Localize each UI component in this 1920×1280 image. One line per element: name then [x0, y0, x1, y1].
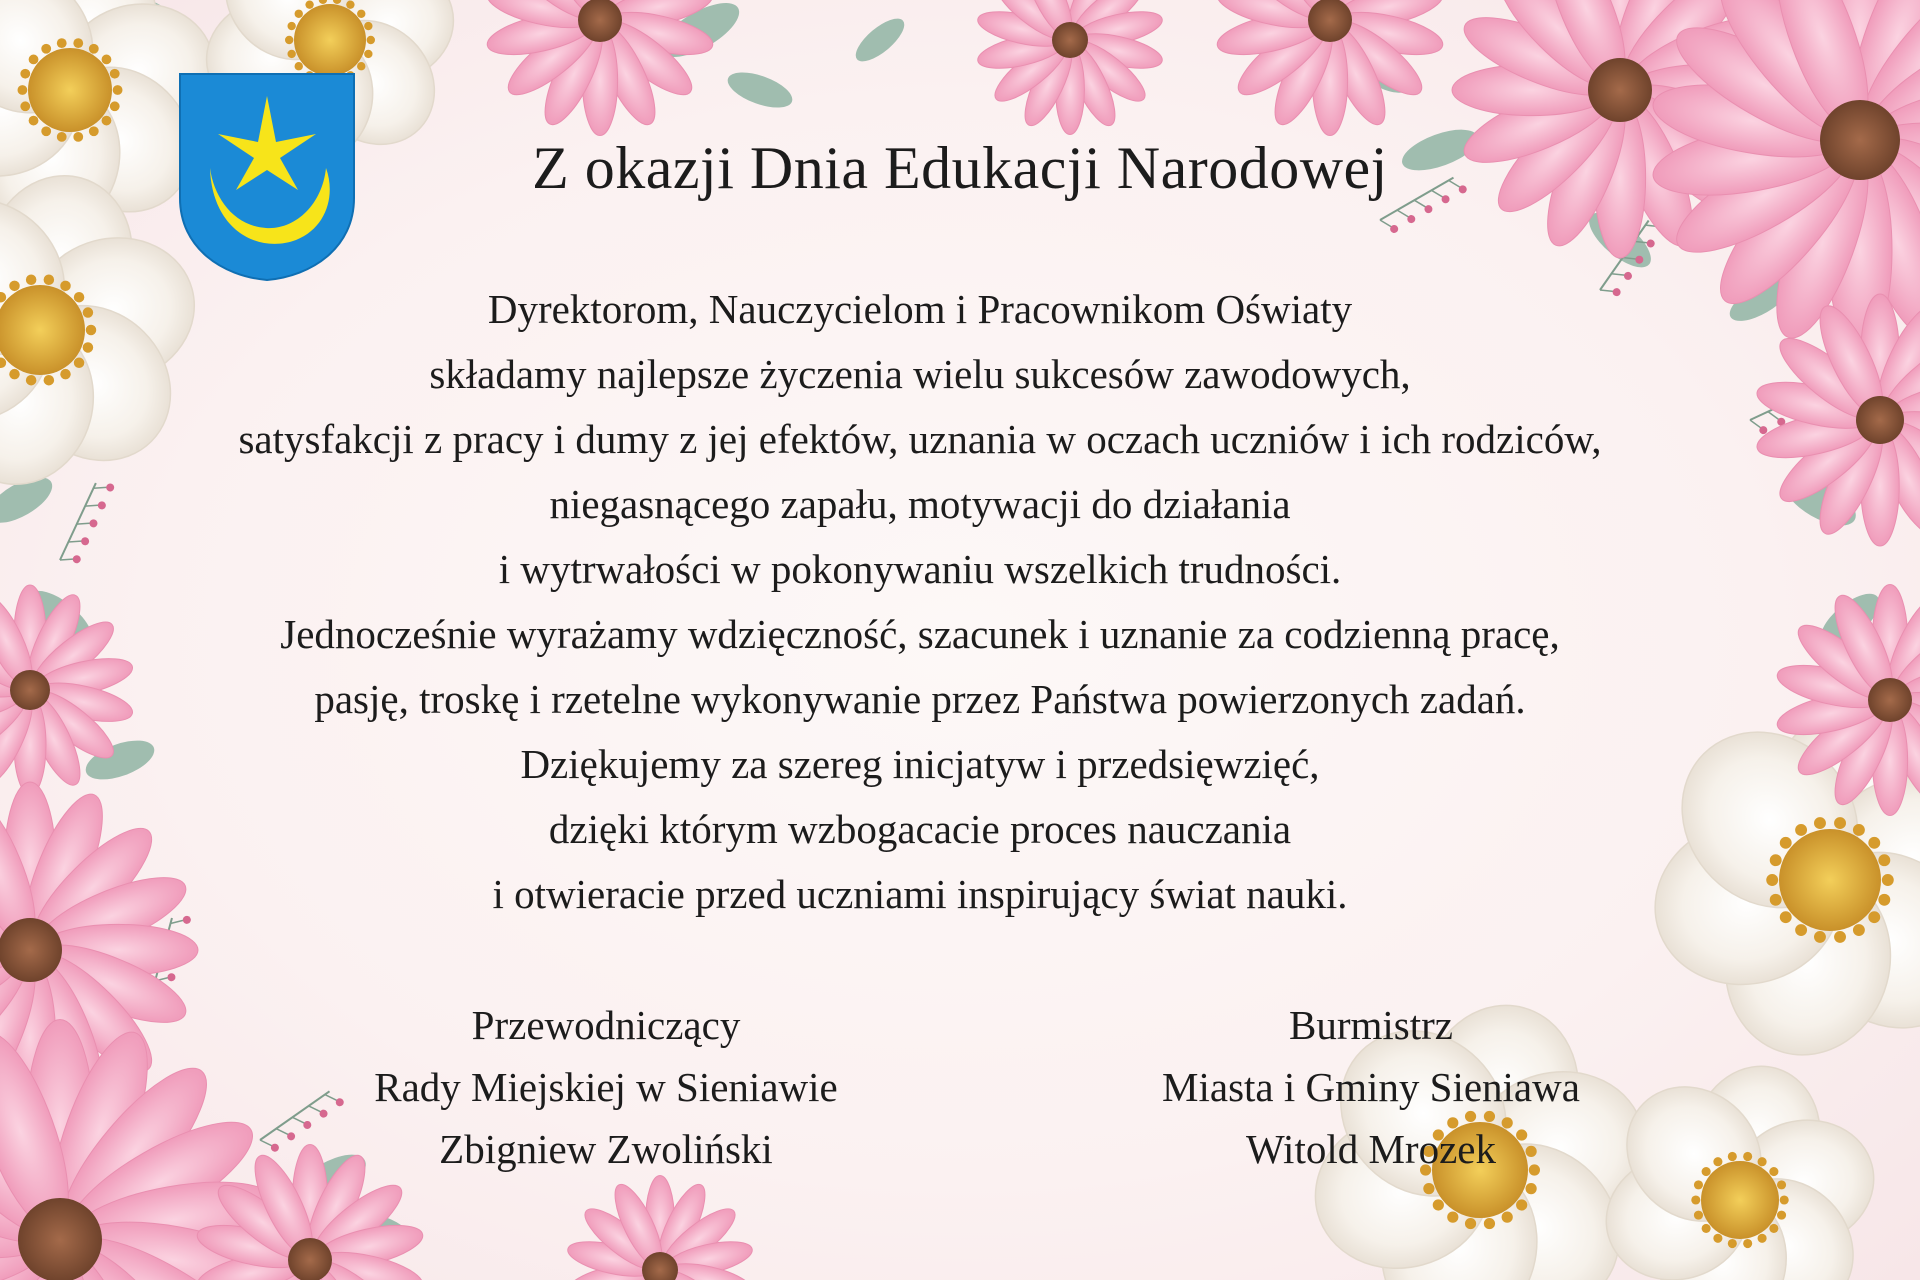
page-title: Z okazji Dnia Edukacji Narodowej [532, 135, 1388, 201]
pink-daisy-icon [483, 0, 716, 136]
signature-name: Zbigniew Zwoliński [439, 1126, 773, 1172]
message-line: składamy najlepsze życzenia wielu sukcesów zawodowych, [429, 351, 1411, 397]
message-line: i otwieracie przed uczniami inspirujący świat nauki. [492, 871, 1348, 917]
signature-role: Burmistrz [1289, 1002, 1453, 1048]
message-line: pasję, troskę i rzetelne wykonywanie przez Państwa powierzonych zadań. [314, 676, 1526, 722]
eucalyptus-leaf-icon [849, 12, 910, 69]
pink-daisy-icon [975, 0, 1166, 135]
signature-council-chairman [286, 994, 926, 1180]
message-line: satysfakcji z pracy i dumy z jej efektów, uznania w oczach uczniów i ich rodziców, [238, 416, 1602, 462]
pink-daisy-icon [1213, 0, 1446, 136]
pink-daisy-icon [565, 1176, 756, 1280]
message-line: Dyrektorom, Nauczycielom i Pracownikom Oświaty [487, 286, 1353, 332]
eucalyptus-leaf-icon [723, 65, 796, 115]
message-line: i wytrwałości w pokonywaniu wszelkich trudności. [498, 546, 1342, 592]
message-line: dzięki którym wzbogacacie proces nauczania [548, 806, 1292, 852]
signature-office: Rady Miejskiej w Sieniawie [374, 1064, 838, 1110]
message-line: Jednocześnie wyrażamy wdzięczność, szacunek i uznanie za codzienną pracę, [280, 611, 1560, 657]
greeting-message [0, 277, 1840, 927]
message-line: Dziękujemy za szereg inicjatyw i przedsięwzięć, [520, 741, 1320, 787]
signature-role: Przewodniczący [471, 1002, 741, 1048]
message-line: niegasnącego zapału, motywacji do działania [549, 481, 1291, 527]
signature-mayor [1051, 994, 1691, 1180]
signature-name: Witold Mrozek [1246, 1126, 1496, 1172]
signature-office: Miasta i Gminy Sieniawa [1162, 1064, 1580, 1110]
